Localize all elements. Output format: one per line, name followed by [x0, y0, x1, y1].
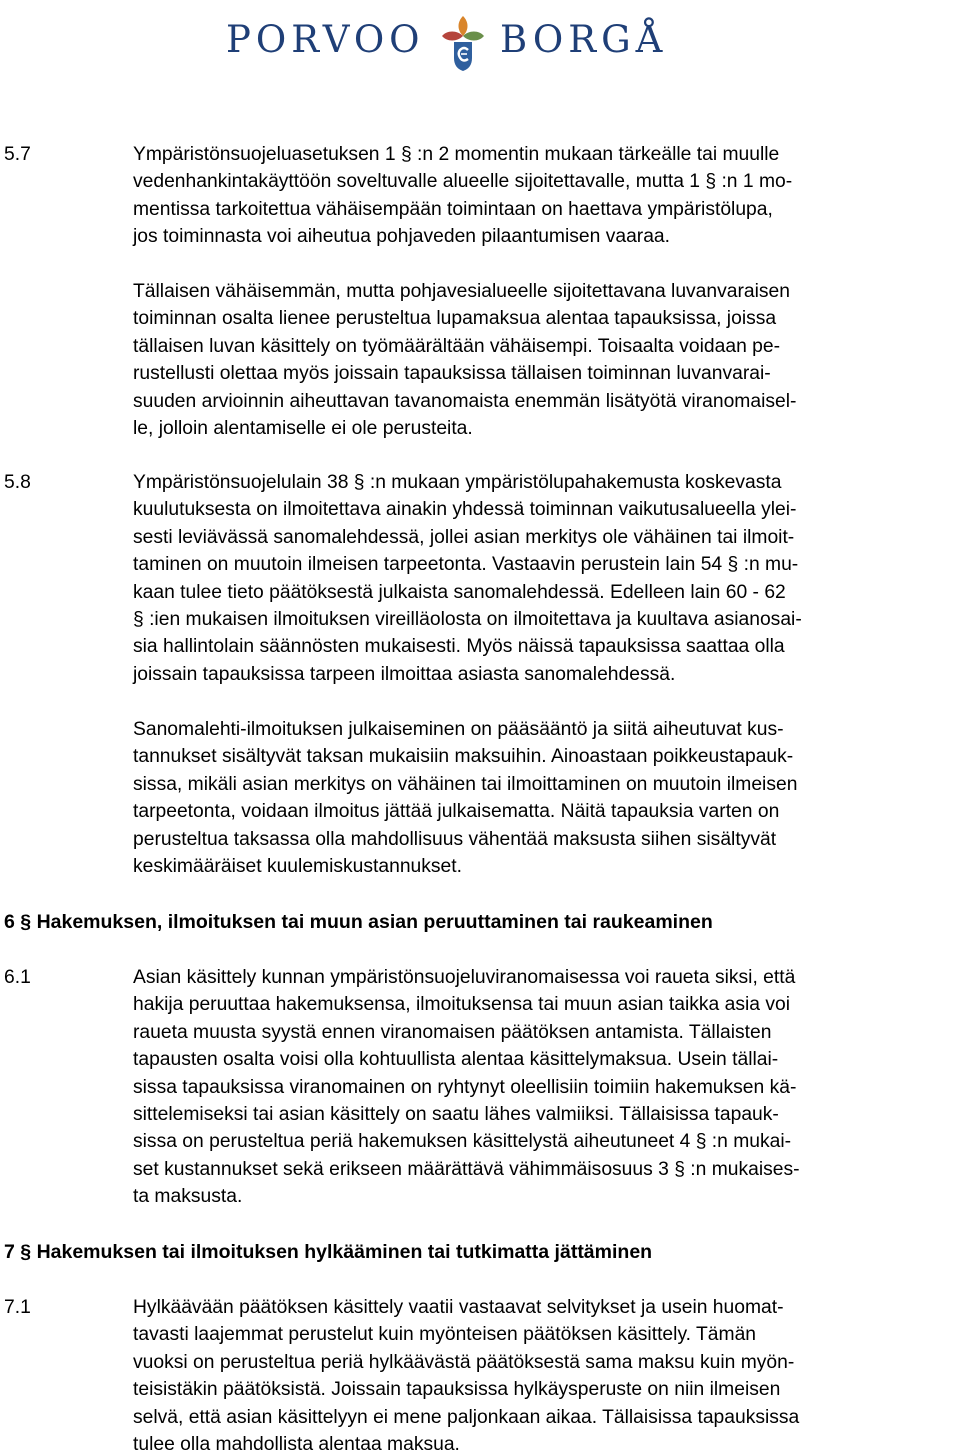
heading-title: Hakemuksen tai ilmoituksen hylkääminen tai tutkimatta jättäminen: [36, 1241, 653, 1263]
text-line: taminen on muutoin ilmeisen tarpeetonta. Vastaavin perustein lain 54 § :n mu-: [133, 554, 799, 576]
text-line: sissa tapauksissa viranomainen on ryhtynyt oleellisiin toimiin hakemuksen kä-: [133, 1076, 797, 1098]
text-line: tapausten osalta voisi olla kohtuullista alentaa käsittelymaksua. Usein tällai-: [133, 1049, 779, 1071]
text-line: mentissa tarkoitettua vähäisempään toimintaan on haettava ympäristölupa,: [133, 198, 773, 220]
paragraph-6-1: [133, 964, 957, 1211]
text-line: tarpeetonta, voidaan ilmoitus jättää julkaisematta. Näitä tapauksia varten on: [133, 801, 780, 823]
text-line: set kustannukset sekä erikseen määrättävä vähimmäisosuus 3 § :n mukaises-: [133, 1158, 800, 1180]
text-line: suuden arvioinnin aiheuttavan tavanomaista enemmän lisätyötä viranomaisel-: [133, 390, 797, 412]
section-sign: §: [20, 911, 32, 933]
text-line: sissa on perusteltua periä hakemuksen käsittelystä aiheutuneet 4 § :n mukai-: [133, 1131, 792, 1153]
heading-number: 6: [4, 911, 15, 933]
text-line: Asian käsittely kunnan ympäristönsuojeluviranomaisessa voi raueta siksi, että: [133, 967, 796, 988]
text-line: Tällaisen vähäisemmän, mutta pohjavesialueelle sijoitettavana luvanvaraisen: [133, 281, 791, 302]
text-line: sissa, mikäli asian merkitys on vähäinen tai ilmoittaminen on muutoin ilmeisen: [133, 773, 798, 795]
paragraph-5-7-a: [133, 141, 957, 251]
text-line: joissain tapauksissa tarpeen ilmoittaa asiasta sanomalehdessä.: [133, 663, 676, 685]
text-line: tulee olla mahdollista alentaa maksua.: [133, 1434, 460, 1454]
section-number-7-1: 7.1: [4, 1297, 31, 1318]
text-line: selvä, että asian käsittelyyn ei mene paljonkaan aikaa. Tällaisissa tapauksissa: [133, 1406, 800, 1428]
text-line: vedenhankintakäyttöön soveltuvalle alueelle sijoitettavalle, mutta 1 § :n 1 mo-: [133, 171, 793, 193]
paragraph-7-1: [133, 1294, 957, 1454]
text-line: toiminnan osalta lienee perusteltua lupamaksua alentaa tapauksissa, joissa: [133, 308, 777, 330]
text-line: teisistäkin päätöksistä. Joissain tapauksissa hylkäysperuste on niin ilmeisen: [133, 1379, 781, 1401]
section-number-5-8: 5.8: [4, 472, 31, 493]
text-line: Hylkäävään päätöksen käsittely vaatii vastaavat selvitykset ja usein huomat-: [133, 1297, 784, 1318]
text-line: Ympäristönsuojelulain 38 § :n mukaan ympäristölupahakemusta koskevasta: [133, 472, 782, 493]
text-line: kaan tulee tieto päätöksestä julkaista sanomalehdessä. Edelleen lain 60 - 62: [133, 581, 786, 603]
logo-text-porvoo: PORVOO: [226, 18, 425, 61]
heading-title: Hakemuksen, ilmoituksen tai muun asian peruuttaminen tai raukeaminen: [36, 911, 713, 933]
section-number-6-1: 6.1: [4, 967, 31, 988]
paragraph-5-7-b: [133, 278, 957, 442]
text-line: tällaisen luvan käsittely on työmäärältään vähäisempi. Toisaalta voidaan pe-: [133, 335, 781, 357]
section-heading-7: [4, 1239, 954, 1266]
text-line: keskimääräiset kuulemiskustannukset.: [133, 856, 462, 878]
text-line: raueta muusta syystä ennen viranomaisen päätöksen antamista. Tällaisten: [133, 1021, 772, 1043]
text-line: sesti leviävässä sanomalehdessä, jollei asian merkitys ole vähäinen tai ilmoit-: [133, 526, 795, 548]
text-line: Ympäristönsuojeluasetuksen 1 § :n 2 momentin mukaan tärkeälle tai muulle: [133, 144, 780, 165]
text-line: sittelemiseksi tai asian käsittely on saatu lähes valmiiksi. Tällaisissa tapauk-: [133, 1104, 779, 1126]
paragraph-5-8-b: [133, 716, 957, 880]
section-heading-6: [4, 909, 954, 936]
text-line: tannukset sisältyvät taksan mukaisiin maksuihin. Ainoastaan poikkeustapauk-: [133, 746, 794, 768]
text-line: perusteltua taksassa olla mahdollisuus vähentää maksusta siihen sisältyvät: [133, 828, 777, 850]
text-line: sia hallintolain säännösten mukaisesti. Myös näissä tapauksissa saattaa olla: [133, 636, 785, 658]
text-line: le, jolloin alentamiselle ei ole perusteita.: [133, 418, 473, 440]
text-line: vuoksi on perusteltua periä hylkäävästä päätöksestä sama maksu kuin myön-: [133, 1351, 795, 1373]
text-line: kuulutuksesta on ilmoitettava ainakin yhdessä toiminnan vaikutusalueella ylei-: [133, 499, 797, 521]
paragraph-5-8-a: [133, 469, 957, 688]
porvoo-borga-logo: [226, 10, 690, 70]
heading-number: 7: [4, 1241, 15, 1263]
section-number-5-7: 5.7: [4, 144, 31, 165]
section-sign: §: [20, 1241, 32, 1263]
text-line: jos toiminnasta voi aiheutua pohjaveden pilaantumisen vaaraa.: [133, 226, 671, 248]
logo-text-borga: BORGÅ: [500, 18, 668, 61]
text-line: hakija peruuttaa hakemuksensa, ilmoituksensa tai muun asian taikka asia voi: [133, 994, 790, 1016]
porvoo-coat-of-arms-icon: [434, 12, 492, 72]
text-line: tavasti laajemmat perustelut kuin myönteisen päätöksen käsittely. Tämän: [133, 1324, 757, 1346]
text-line: rustellusti olettaa myös joissain tapauksissa tällaisen toiminnan luvanvarai-: [133, 363, 771, 385]
text-line: § :ien mukaisen ilmoituksen vireilläolosta on ilmoitettava ja kuultava asianosai-: [133, 609, 802, 631]
text-line: ta maksusta.: [133, 1186, 243, 1208]
text-line: Sanomalehti-ilmoituksen julkaiseminen on pääsääntö ja siitä aiheutuvat kus-: [133, 719, 784, 740]
